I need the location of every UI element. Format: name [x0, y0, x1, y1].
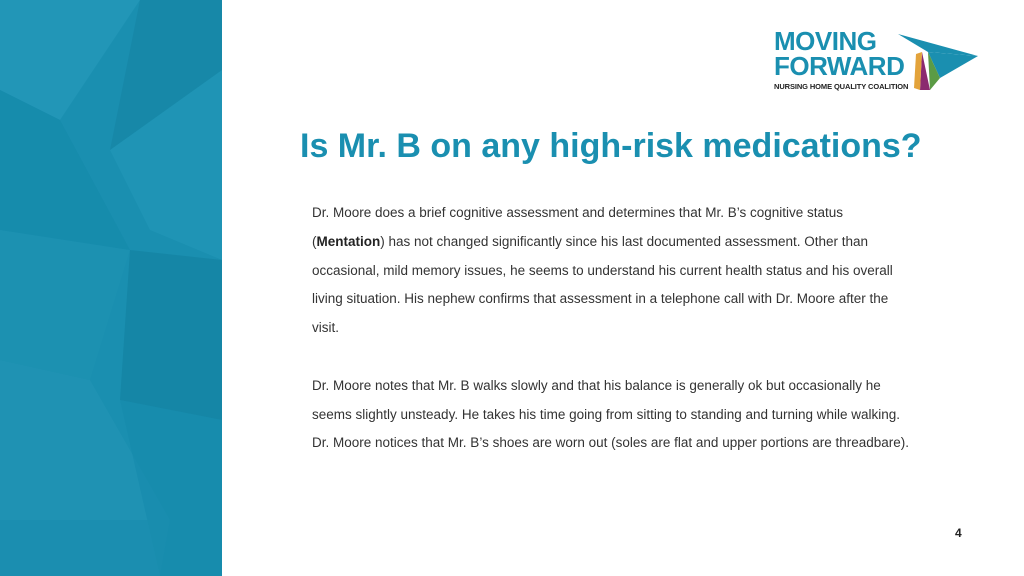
paragraph-1-start: Dr. Moore does a brief cognitive assessment and determines that Mr. B’s cognitive status (: [312, 205, 844, 249]
logo-subtitle: NURSING HOME QUALITY COALITION: [774, 82, 909, 91]
moving-forward-logo: [772, 28, 984, 94]
side-decor-panel: [0, 0, 222, 576]
logo-line-2: FORWARD: [774, 51, 905, 81]
paper-plane-icon: [890, 30, 982, 94]
page-number: 4: [955, 526, 962, 540]
paragraph-1: [312, 199, 912, 343]
paragraph-1-end: ) has not changed significantly since his last documented assessment. Other than occasional, mild memory issues, he seems to understand his current health status and his overall living situation. His nephew confirms that assessment in a telephone call with Dr. Moore after the visit.: [312, 233, 893, 336]
mentation-term: Mentation: [316, 233, 381, 249]
body-text: [312, 199, 912, 458]
slide-title: Is Mr. B on any high-risk medications?: [300, 127, 922, 165]
paragraph-2: Dr. Moore notes that Mr. B walks slowly and that his balance is generally ok but occasionally he seems slightly unsteady. He takes his time going from sitting to standing and turning while walking. Dr. Moore notices that Mr. B’s shoes are worn out (soles are flat and upper portions are threadbare).: [312, 377, 910, 451]
panel-pattern: [0, 0, 222, 576]
logo-line-1: MOVING: [774, 26, 877, 56]
